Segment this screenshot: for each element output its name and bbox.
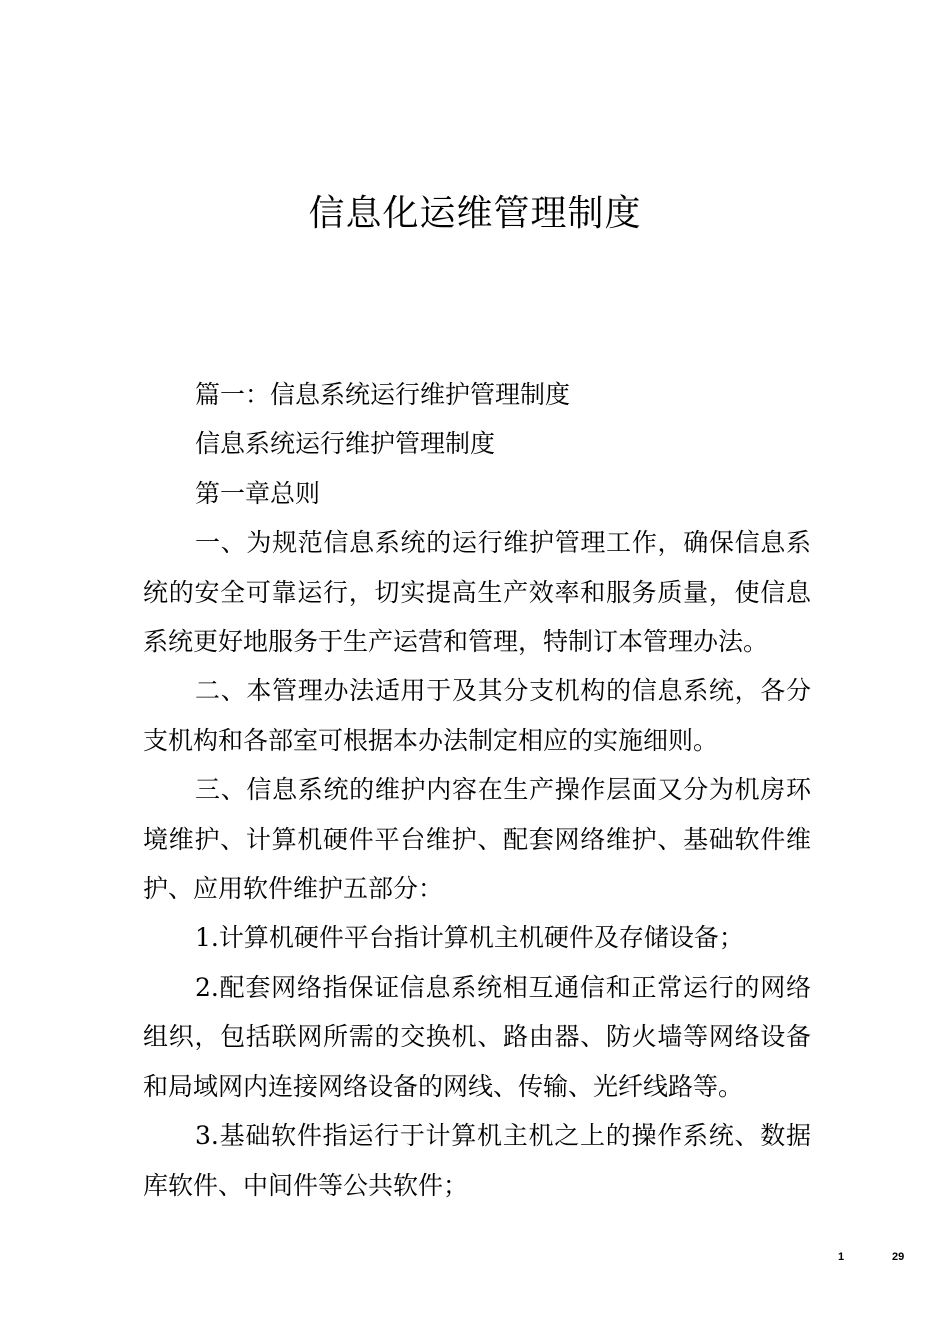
paragraph-item-3: 3.基础软件指运行于计算机主机之上的操作系统、数据库软件、中间件等公共软件； <box>143 1121 811 1200</box>
paragraph-section-heading: 篇一：信息系统运行维护管理制度 <box>195 380 571 409</box>
document-body <box>143 370 811 1210</box>
page-number-total: 29 <box>892 1251 905 1263</box>
paragraph-item-1: 1.计算机硬件平台指计算机主机硬件及存储设备； <box>195 923 744 953</box>
page-number-current: 1 <box>838 1251 845 1263</box>
paragraph-item-2: 2.配套网络指保证信息系统相互通信和正常运行的网络组织，包括联网所需的交换机、路由器、防火墙等网络设备和局域网内连接网络设备的网线、传输、光纤线路等。 <box>143 972 811 1101</box>
document-title: 信息化运维管理制度 <box>308 193 642 234</box>
paragraph-clause-1: 一、为规范信息系统的运行维护管理工作，确保信息系统的安全可靠运行，切实提高生产效率和服务质量，使信息系统更好地服务于生产运营和管理，特制订本管理办法。 <box>143 528 811 657</box>
paragraph-clause-3: 三、信息系统的维护内容在生产操作层面又分为机房环境维护、计算机硬件平台维护、配套网络维护、基础软件维护、应用软件维护五部分： <box>143 775 811 904</box>
paragraph-chapter-heading: 第一章总则 <box>195 478 321 508</box>
paragraph-subtitle: 信息系统运行维护管理制度 <box>195 429 496 459</box>
paragraph-clause-2: 二、本管理办法适用于及其分支机构的信息系统，各分支机构和各部室可根据本办法制定相应的实施细则。 <box>143 676 811 755</box>
